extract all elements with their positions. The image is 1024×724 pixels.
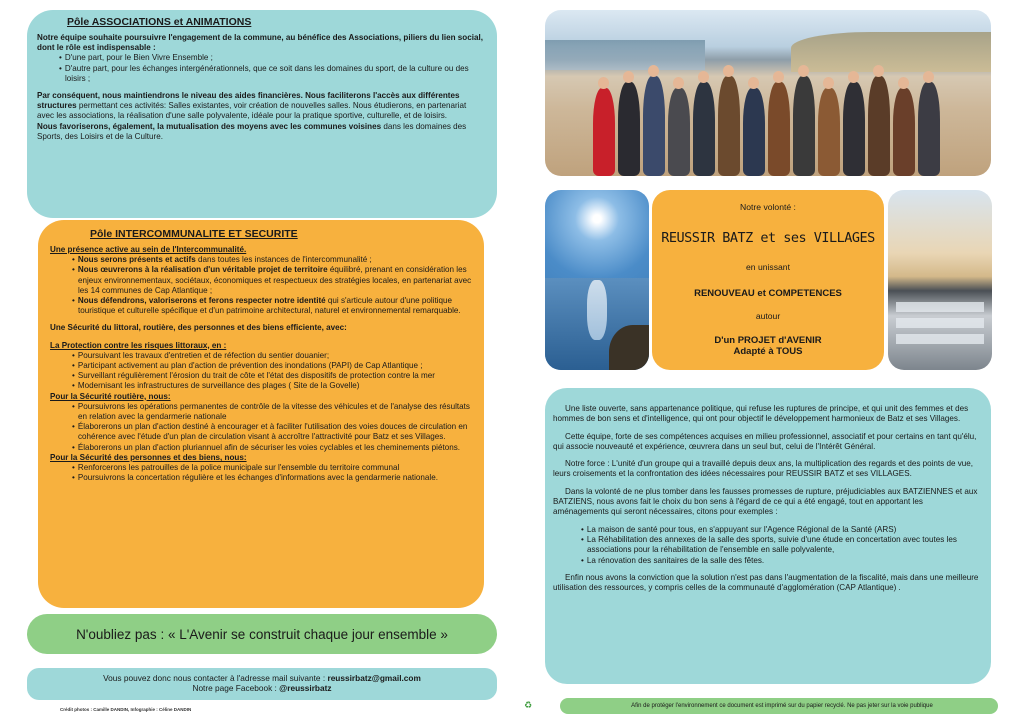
volonte-headline: REUSSIR BATZ et ses VILLAGES (661, 230, 875, 246)
team-member-head (623, 71, 634, 83)
team-member-figure (718, 76, 740, 176)
team-member-figure (793, 76, 815, 176)
list-bullet: • La maison de santé pour tous, en s'appuyant sur l'Agence Régional de la Santé (ARS) (553, 525, 979, 535)
list-paragraph: Enfin nous avons la conviction que la solution n'est pas dans l'augmentation de la fiscalité, mais dans une meilleure utilisation des ressources, y compris celles de la communauté d'agglomération (CAP Atlantique) . (553, 572, 979, 593)
associations-paragraph-2: Nous favoriserons, également, la mutualisation des moyens avec les communes voisines dans les domaines des Sports, des Loisirs et de la Culture. (37, 121, 467, 141)
team-member-figure (743, 88, 765, 176)
team-member-figure (868, 76, 890, 176)
list-description-panel (545, 388, 991, 684)
team-member-figure (618, 82, 640, 176)
team-member-head (848, 71, 859, 83)
protection-bullet: • Surveillant régulièrement l'érosion du trait de côte et l'état des dispositifs de protection contre la mer (50, 371, 474, 381)
associations-bullet: • D'autre part, pour les échanges intergénérationnels, que ce soit dans les domaines du sport, de la culture ou des loisirs ; (37, 64, 485, 84)
people-safety-bullet: • Poursuivrons la concertation régulière et les échanges d'informations avec la gendarmerie nationale. (50, 473, 474, 483)
team-member-head (648, 65, 659, 77)
team-member-figure (643, 76, 665, 176)
team-member-head (898, 77, 909, 89)
list-paragraph: Cette équipe, forte de ses compétences acquises en milieu professionnel, associatif et pour certains en tant qu'élu, qui associe nouveauté et expérience, œuvrera dans un seul but, celui de l'Intérêt Général. (553, 431, 977, 451)
team-member-figure (693, 82, 715, 176)
salt-marsh-image (888, 190, 992, 370)
team-member-head (723, 65, 734, 77)
team-member-figure (768, 82, 790, 176)
interco-bullet: • Nous serons présents et actifs dans toutes les instances de l'intercommunalité ; (50, 255, 474, 265)
team-member-figure (818, 88, 840, 176)
team-member-figure (893, 88, 915, 176)
associations-panel (27, 10, 497, 218)
road-safety-bullet: • Poursuivrons les opérations permanentes de contrôle de la vitesse des véhicules et de l'analyse des résultats en relation avec la gendarmerie nationale (50, 402, 474, 422)
road-safety-bullet: • Élaborerons un plan d'action pluriannuel afin de sécuriser les voies cyclables et les cheminements piétons. (50, 443, 474, 453)
team-group-photo (545, 10, 991, 176)
team-member-figure (593, 88, 615, 176)
team-member-head (598, 77, 609, 89)
contact-email[interactable]: reussirbatz@gmail.com (327, 673, 421, 683)
road-safety-bullet: • Élaborerons un plan d'action destiné à encourager et à faciliter l'utilisation des voies douces de circulation en cohérence avec l'étude d'un plan de circulation visant à accroître l'attractivité pour Batz et ses Villages. (50, 422, 474, 442)
protection-bullet: • Participant activement au plan d'action de prévention des inondations (PAPI) de Cap Atlantique ; (50, 361, 474, 371)
volonte-intro: Notre volonté : (740, 202, 796, 212)
team-member-head (673, 77, 684, 89)
team-member-head (798, 65, 809, 77)
protection-bullet: • Modernisant les infrastructures de surveillance des plages ( Site de la Govelle) (50, 381, 474, 391)
volonte-box: Notre volonté : REUSSIR BATZ et ses VILLAGES en unissant RENOUVEAU et COMPETENCES autour D'un PROJET d'AVENIR Adapté à TOUS (652, 190, 884, 370)
associations-paragraph: Par conséquent, nous maintiendrons le niveau des aides financières. Nous faciliterons l'accès aux différentes structures permettant ces activités: Salles existantes, voir création de nouvelles salles. Nous étudierons, en partenariat avec les associations, la réalisation d'une salle polyvalente, idéale pour la pratique sportive, culturelle, et de loisirs. (37, 91, 467, 121)
team-member-head (873, 65, 884, 77)
team-member-head (748, 77, 759, 89)
facebook-handle[interactable]: @reussirbatz (279, 683, 332, 693)
interco-bullet: • Nous œuvrerons à la réalisation d'un véritable projet de territoire équilibré, prenant en considération les enjeux environnementaux, sociétaux, économiques et respectueux des stratégies locales, en partenariat avec les 14 communes de Cap Atlantique ; (50, 265, 474, 296)
protection-bullet: • Poursuivant les travaux d'entretien et de réfection du sentier douanier; (50, 351, 474, 361)
footer-notice: Afin de protéger l'environnement ce document est imprimé sur du papier recyclé. Ne pas jeter sur la voie publique (560, 698, 998, 714)
slogan-banner: N'oubliez pas : « L'Avenir se construit chaque jour ensemble » (27, 614, 497, 654)
list-paragraph: Dans la volonté de ne plus tomber dans les fausses promesses de rupture, préjudiciables aux BATZIENNES et aux BATZIENS, nous avons fait le choix du bon sens à l'égard de ce qui a été engagé, tout en apportant les aménagements qui seront nécessaires, citons pour exemples : (553, 486, 978, 517)
associations-intro: Notre équipe souhaite poursuivre l'engagement de la commune, au bénéfice des Associations, piliers du lien social, dont le rôle est indispensable : (37, 33, 483, 53)
team-member-head (698, 71, 709, 83)
section-heading: La Protection contre les risques littoraux, en : (50, 340, 227, 350)
section-heading: Une présence active au sein de l'Intercommunalité. (50, 245, 247, 254)
people-safety-bullet: • Renforcerons les patrouilles de la police municipale sur l'ensemble du territoire communal (50, 463, 474, 473)
list-bullet: • La rénovation des sanitaires de la salle des fêtes. (553, 556, 979, 566)
recycle-icon: ♻ (524, 700, 533, 710)
photo-credits: Crédit photos : Camille DANDIN, Infographie : Céline DANDIN (60, 707, 192, 712)
sea-sun-image (545, 190, 649, 370)
contact-box: Vous pouvez donc nous contacter à l'adresse mail suivante : reussirbatz@gmail.com Notre page Facebook : @reussirbatz (27, 668, 497, 700)
team-member-figure (668, 88, 690, 176)
section-heading: Pour la Sécurité routière, nous: (50, 391, 171, 401)
list-bullet: • La Réhabilitation des annexes de la salle des sports, suivie d'une étude en concertation avec toutes les associations pour la réhabilitation de l'ensemble en salle polyvalente, (553, 535, 979, 556)
list-paragraph: Notre force : L'unité d'un groupe qui a travaillé depuis deux ans, la multiplication des regards et des points de vue, leurs croisements et la confrontation des idées nécessaires pour REUSSIR BATZ et ses VILLAGES. (553, 459, 974, 479)
list-paragraph: Une liste ouverte, sans appartenance politique, qui refuse les ruptures de principe, et qui unit des femmes et des hommes de bon sens et d'intelligence, qui ont pour objectif le développement harmonieux de Batz et ses Villages. (553, 404, 969, 424)
team-member-figure (843, 82, 865, 176)
security-intro: Une Sécurité du littoral, routière, des personnes et des biens efficiente, avec: (50, 323, 347, 333)
team-member-head (773, 71, 784, 83)
interco-bullet: • Nous défendrons, valoriserons et ferons respecter notre identité qui s'articule autour d'une politique touristique et culturelle spécifique et d'un patrimoine architectural, naturel et environnemental remarquable. (50, 296, 474, 316)
section-heading: Pour la Sécurité des personnes et des biens, nous: (50, 452, 247, 462)
associations-bullet: • D'une part, pour le Bien Vivre Ensemble ; (37, 53, 485, 63)
team-member-figure (918, 82, 940, 176)
associations-title: Pôle ASSOCIATIONS et ANIMATIONS (67, 16, 252, 28)
intercommunalite-title: Pôle INTERCOMMUNALITE ET SECURITE (90, 228, 298, 240)
team-member-head (923, 71, 934, 83)
team-member-head (823, 77, 834, 89)
intercommunalite-panel (38, 220, 484, 608)
